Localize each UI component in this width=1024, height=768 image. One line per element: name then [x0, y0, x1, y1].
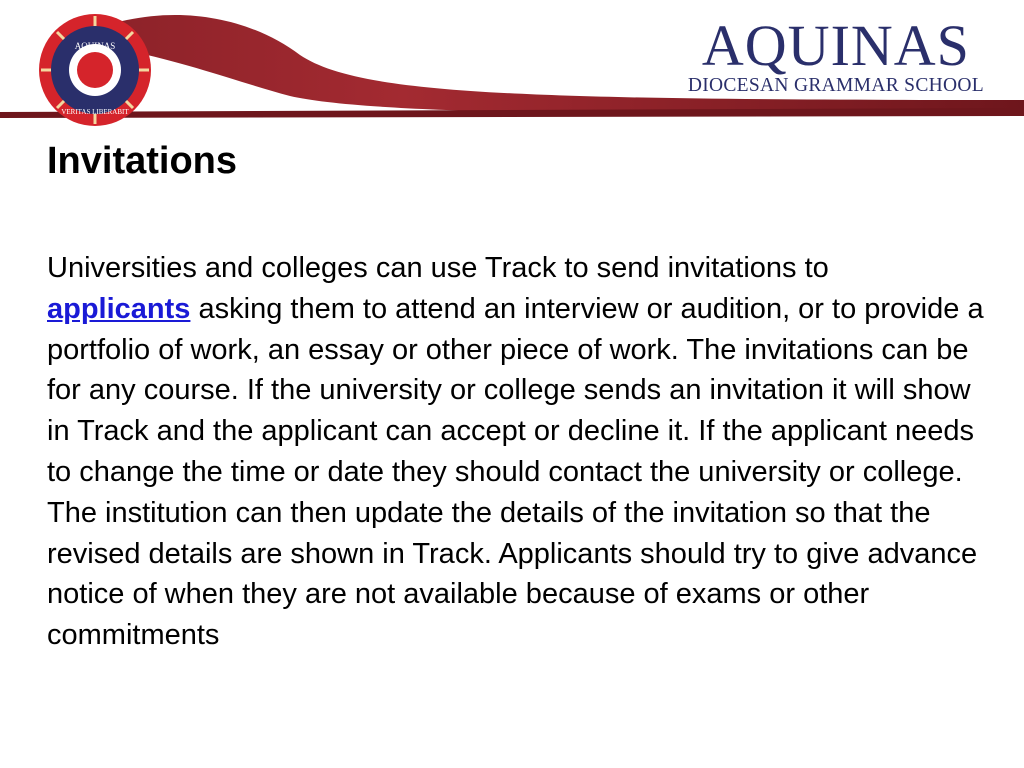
school-crest [35, 10, 155, 130]
school-subtitle: DIOCESAN GRAMMAR SCHOOL [687, 75, 984, 96]
applicants-link[interactable]: applicants [47, 292, 191, 325]
school-name: AQUINAS [701, 13, 970, 78]
header-banner [0, 0, 1024, 125]
school-wordmark [687, 13, 984, 98]
body-text-start: Universities and colleges can use Track to send invitations to [47, 252, 829, 284]
body-text-rest: asking them to attend an interview or audition, or to provide a portfolio of work, an essay or other piece of work. The invitations can be for any course. If the university or college sends an invitation it will show in Track and the applicant can accept or decline it. If the applicant needs to change the time or date they should contact the university or college. The institution can then update the details of the invitation so that the revised details are shown in Track. Applicants should try to give advance notice of when they are not available because of exams or other commitments [47, 292, 984, 652]
crest-inner-text: AQUINAS [74, 41, 116, 51]
slide-body [47, 248, 992, 656]
crest-emblem-icon [35, 10, 155, 130]
slide-title: Invitations [47, 140, 238, 182]
crest-motto: VERITAS LIBERABIT [61, 108, 129, 116]
